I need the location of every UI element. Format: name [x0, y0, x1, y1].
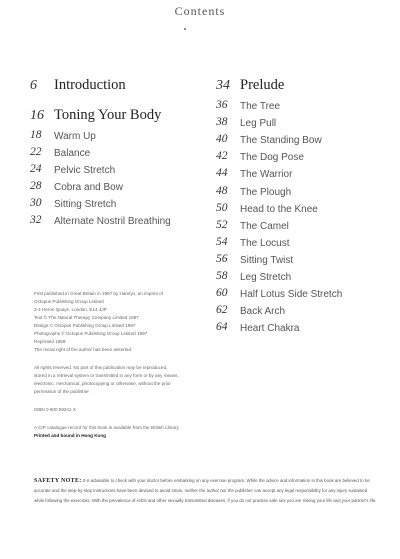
toc-page-number: 38	[216, 116, 228, 129]
toc-title: Back Arch	[240, 306, 286, 318]
toc-page-number: 58	[216, 270, 228, 282]
safety-note-label: SAFETY NOTE:	[34, 478, 82, 484]
toc-page-number: 62	[216, 304, 228, 317]
safety-note-text: accurate and the step-by-step instructions have been devised to avoid strain, neither the author nor the publisher can accept any legal responsibility for any injury sustained	[34, 488, 368, 493]
rights-line: All rights reserved. No part of this publication may be reproduced,	[34, 365, 168, 370]
toc-page-number: 22	[30, 146, 42, 158]
toc-page-number: 28	[30, 180, 42, 192]
toc-title: The Camel	[240, 220, 289, 232]
imprint-line: Text © The Natural Therapy Company Limited 1997	[34, 315, 139, 320]
toc-title: Sitting Twist	[240, 254, 294, 266]
toc-title: Leg Pull	[240, 118, 277, 130]
toc-title: Head to the Knee	[240, 203, 318, 215]
imprint-line: 2-4 Heron Quays, London, E14 4JP	[34, 307, 107, 312]
toc-page-number: 16	[30, 108, 44, 123]
toc-title: Warm Up	[54, 131, 96, 142]
toc-title: Toning Your Body	[54, 107, 162, 123]
safety-note	[34, 476, 384, 506]
isbn: ISBN 0 600 59241 X	[34, 407, 76, 412]
imprint-line: First published in Great Britain in 1997 by Hamlyn, an imprint of	[34, 291, 163, 296]
toc-title: The Dog Pose	[240, 152, 304, 164]
toc-title: The Standing Bow	[240, 135, 322, 147]
toc-page-number: 18	[30, 129, 42, 141]
toc-page-number: 50	[216, 201, 228, 214]
toc-title: Introduction	[54, 77, 126, 93]
toc-title: The Locust	[240, 237, 290, 249]
toc-page-number: 42	[216, 150, 228, 163]
imprint-line: Design © Octopus Publishing Group Limited 1997	[34, 323, 136, 328]
toc-page-number: 6	[30, 78, 37, 93]
imprint-line: Octopus Publishing Group Limited	[34, 299, 104, 304]
imprint-line: Photographs © Octopus Publishing Group Limited 1997	[34, 331, 148, 336]
toc-title: Heart Chakra	[240, 323, 300, 335]
ornament-dot	[184, 28, 186, 30]
toc-title: Pelvic Stretch	[54, 165, 116, 176]
toc-title: Alternate Nostril Breathing	[54, 216, 171, 227]
toc-title: Balance	[54, 148, 91, 159]
page-title: Contents	[174, 4, 226, 18]
safety-note-text: while following the exercises. With the prevalence of AIDS and other sexually transmitted diseases, if you do not practise safe sex you are risking your life and your partner's life.	[34, 498, 377, 503]
imprint-line: The moral right of the author has been asserted	[34, 347, 132, 352]
toc-title: Cobra and Bow	[54, 182, 123, 193]
safety-note-text: It is advisable to check with your doctor before embarking on any exercise program. While the advice and information in this book are believed to be	[82, 478, 370, 483]
rights-line: stored in a retrieval system or transmitted in any form or by any means,	[34, 373, 179, 378]
toc-page-number: 56	[216, 252, 228, 265]
toc-page-number: 32	[30, 214, 42, 226]
toc-page-number: 34	[216, 78, 230, 93]
rights-line: permission of the publisher	[34, 389, 89, 394]
toc-title: Sitting Stretch	[54, 199, 117, 210]
imprint-block	[34, 290, 214, 440]
toc-page-number: 48	[216, 184, 228, 197]
printed-in: Printed and bound in Hong Kong	[34, 433, 106, 438]
toc-title: Prelude	[240, 77, 285, 93]
toc-page-number: 54	[216, 235, 228, 248]
toc-title: The Tree	[240, 101, 281, 112]
toc-page-number: 30	[30, 197, 42, 209]
toc-page-number: 64	[216, 321, 228, 334]
toc-title: The Warrior	[240, 169, 293, 181]
toc-title: Half Lotus Side Stretch	[240, 289, 343, 301]
toc-page-number: 44	[216, 167, 228, 180]
toc-page-number: 36	[216, 99, 228, 111]
toc-title: Leg Stretch	[240, 272, 292, 283]
toc-page-number: 52	[216, 218, 228, 231]
toc-title: The Plough	[240, 186, 292, 198]
imprint-line: Reprinted 1999	[34, 339, 66, 344]
cip-statement: A CIP catalogue record for this book is available from the British Library	[34, 425, 179, 430]
rights-line: electronic, mechanical, photocopying or otherwise, without the prior	[34, 381, 171, 386]
toc-page-number: 40	[216, 133, 228, 146]
toc-page-number: 24	[30, 163, 42, 175]
toc-page-number: 60	[216, 287, 228, 300]
